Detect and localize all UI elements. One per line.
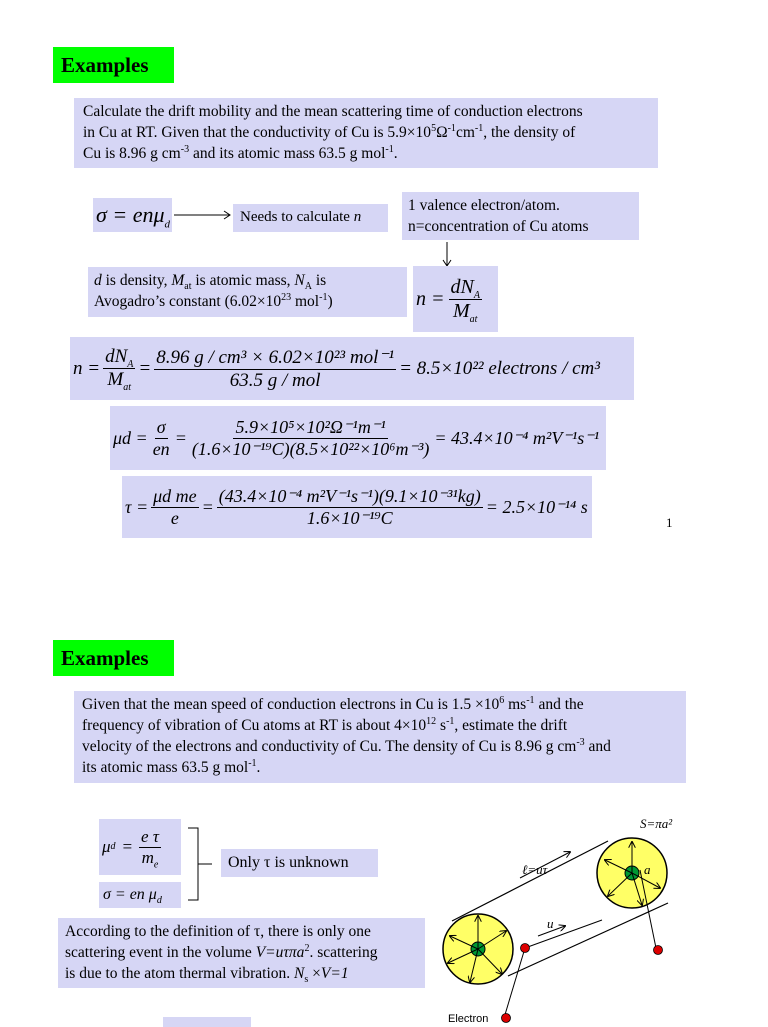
density-note-box: d is density, $M_{at}$ is atomic mass, $N_A$ is Avogadro’s constant ($6.02\times 10^{23}$ mol$^{-1}$) [88, 267, 407, 317]
sigma-equation-box: σ = enμ$_d$ [93, 198, 172, 232]
needs-calc-box: Needs to calculate n [233, 204, 388, 232]
electron-label: Electron [448, 1013, 489, 1024]
partial-box [163, 1017, 251, 1027]
problem2-line-1: Given that the mean speed of conduction electrons in Cu is $1.5 \times 10^6$ $ms^{-1}$ and the [82, 694, 584, 713]
scattering-cylinder-diagram [430, 808, 730, 1024]
slide2-problem-box [74, 691, 686, 783]
velocity-label: u [547, 916, 554, 931]
area-label: S=πa² [640, 816, 673, 831]
tau-calculation-box: τ = $\frac{\text{μd me}}{e}$ = $\frac{\text{(43.4×10⁻⁴ m²V⁻¹s⁻¹)(9.1×10⁻³¹kg)}}{\text{1.6×10⁻¹⁹C}}$ = 2.5×10⁻¹⁴ s [122, 476, 592, 538]
n-formula-box: n = $\frac{dN_A}{M_{at}}$ [413, 266, 498, 332]
page-number: 1 [666, 515, 673, 530]
electron-dot-3 [502, 1014, 511, 1023]
problem2-line-3: velocity of the electrons and conductivity of Cu. The density of Cu is 8.96 g $cm^{-3}$ and [82, 736, 611, 755]
problem-line-1: Calculate the drift mobility and the mean scattering time of conduction electrons [83, 103, 583, 120]
slide1-heading: Examples [53, 47, 174, 83]
problem2-line-4: its atomic mass 63.5 g mol$^{-1}$. [82, 757, 261, 776]
problem2-line-2: frequency of vibration of Cu atoms at RT is about $4\times 10^{12}$ $s^{-1}$, estimate the drift [82, 715, 568, 734]
electron-dot-2 [654, 946, 663, 955]
brace-bracket [186, 826, 216, 904]
sigma-formula-box: σ = en $\mu_d$ [99, 882, 181, 908]
arrow-down [440, 241, 454, 269]
unknown-box: Only τ is unknown [221, 849, 378, 877]
electron-dot-1 [521, 944, 530, 953]
problem-line-2: in Cu at RT. Given that the conductivity of Cu is $5.9\times 10^5\Omega^{-1}cm^{-1}$, the density of [83, 122, 576, 141]
n-calculation-box: n = $\frac{dN_A}{M_{at}}$ = $\frac{\text{8.96 g / cm³ × 6.02×10²³ mol⁻¹}}{\text{63.5 g / mol}}$ = 8.5×10²² electrons / cm³ [70, 337, 634, 400]
slide1-problem-box [74, 98, 658, 168]
slide2-heading: Examples [53, 640, 174, 676]
mu-calculation-box: μd = $\frac{\sigma}{en}$ = $\frac{\text{5.9×10⁵×10²Ω⁻¹m⁻¹}}{\text{(1.6×10⁻¹⁹C)(8.5×10²²×10⁶m⁻³)}}$ = 43.4×10⁻⁴ m²V⁻¹s⁻¹ [110, 406, 606, 470]
problem-line-3: Cu is 8.96 g $cm^{-3}$ and its atomic mass 63.5 g mol$^{-1}$. [83, 143, 398, 162]
mu-formula-box: μ d = $\frac{\text{e τ}}{m_e}$ [99, 819, 181, 875]
definition-box: According to the definition of τ, there is only one scattering event in the volume V=uτπa$^2$. scattering is due to the atom thermal vibration. $N_s \times V=1$ [58, 918, 425, 988]
valence-box: 1 valence electron/atom. n=concentration of Cu atoms [402, 192, 639, 240]
length-label: ℓ=uτ [522, 862, 548, 877]
arrow-to-needs [172, 209, 234, 221]
radius-label: a [644, 862, 651, 877]
